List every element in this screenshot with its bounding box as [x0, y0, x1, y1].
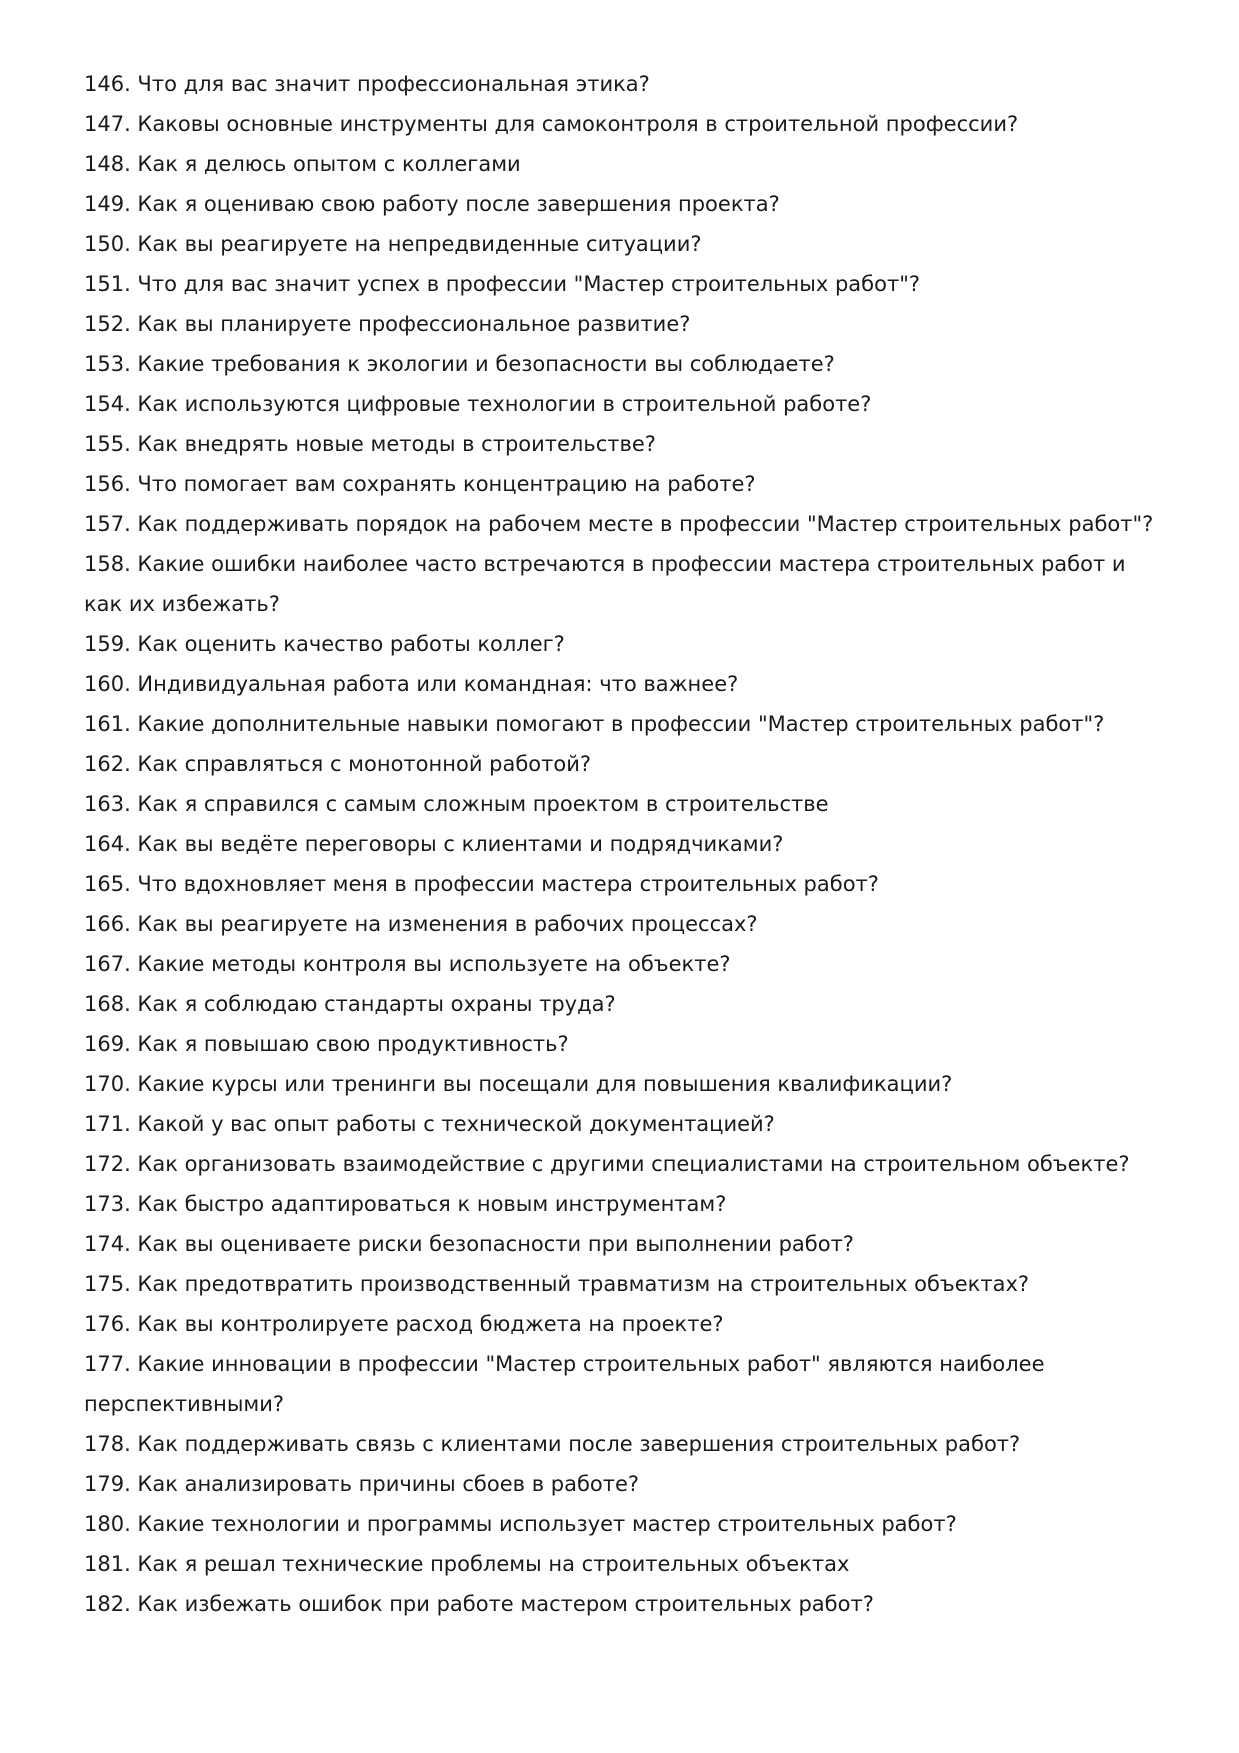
question-item: 177. Какие инновации в профессии "Мастер строительных работ" являются наиболее перспективными?	[84, 1352, 1045, 1416]
question-item: 176. Как вы контролируете расход бюджета на проекте?	[84, 1312, 724, 1336]
question-item: 162. Как справляться с монотонной работой?	[84, 752, 592, 776]
question-item: 171. Какой у вас опыт работы с технической документацией?	[84, 1112, 775, 1136]
question-item: 147. Каковы основные инструменты для самоконтроля в строительной профессии?	[84, 112, 1019, 136]
question-item: 152. Как вы планируете профессиональное развитие?	[84, 312, 691, 336]
question-item: 174. Как вы оцениваете риски безопасности при выполнении работ?	[84, 1232, 854, 1256]
question-item: 149. Как я оцениваю свою работу после завершения проекта?	[84, 192, 780, 216]
question-item: 167. Какие методы контроля вы используете на объекте?	[84, 952, 731, 976]
question-item: 155. Как внедрять новые методы в строительстве?	[84, 432, 656, 456]
question-item: 157. Как поддерживать порядок на рабочем месте в профессии "Мастер строительных работ"?	[84, 512, 1154, 536]
question-item: 146. Что для вас значит профессиональная этика?	[84, 72, 650, 96]
question-list	[84, 64, 1164, 1624]
question-item: 169. Как я повышаю свою продуктивность?	[84, 1032, 569, 1056]
question-item: 161. Какие дополнительные навыки помогают в профессии "Мастер строительных работ"?	[84, 712, 1105, 736]
question-item: 151. Что для вас значит успех в профессии "Мастер строительных работ"?	[84, 272, 921, 296]
question-item: 173. Как быстро адаптироваться к новым инструментам?	[84, 1192, 727, 1216]
question-item: 168. Как я соблюдаю стандарты охраны труда?	[84, 992, 616, 1016]
question-item: 180. Какие технологии и программы использует мастер строительных работ?	[84, 1512, 957, 1536]
question-item: 156. Что помогает вам сохранять концентрацию на работе?	[84, 472, 756, 496]
question-item: 160. Индивидуальная работа или командная: что важнее?	[84, 672, 739, 696]
question-item: 163. Как я справился с самым сложным проектом в строительстве	[84, 792, 829, 816]
question-item: 148. Как я делюсь опытом с коллегами	[84, 152, 521, 176]
question-item: 164. Как вы ведёте переговоры с клиентами и подрядчиками?	[84, 832, 784, 856]
question-item: 182. Как избежать ошибок при работе мастером строительных работ?	[84, 1592, 874, 1616]
question-item: 175. Как предотвратить производственный травматизм на строительных объектах?	[84, 1272, 1030, 1296]
question-item: 154. Как используются цифровые технологии в строительной работе?	[84, 392, 872, 416]
question-item: 165. Что вдохновляет меня в профессии мастера строительных работ?	[84, 872, 879, 896]
question-item: 178. Как поддерживать связь с клиентами после завершения строительных работ?	[84, 1432, 1021, 1456]
question-item: 179. Как анализировать причины сбоев в работе?	[84, 1472, 640, 1496]
question-item: 158. Какие ошибки наиболее часто встречаются в профессии мастера строительных работ и как их избежать?	[84, 552, 1126, 616]
question-item: 170. Какие курсы или тренинги вы посещали для повышения квалификации?	[84, 1072, 953, 1096]
question-item: 150. Как вы реагируете на непредвиденные ситуации?	[84, 232, 702, 256]
question-item: 172. Как организовать взаимодействие с другими специалистами на строительном объекте?	[84, 1152, 1130, 1176]
question-item: 159. Как оценить качество работы коллег?	[84, 632, 565, 656]
question-item: 181. Как я решал технические проблемы на строительных объектах	[84, 1552, 850, 1576]
question-item: 153. Какие требования к экологии и безопасности вы соблюдаете?	[84, 352, 835, 376]
question-item: 166. Как вы реагируете на изменения в рабочих процессах?	[84, 912, 758, 936]
